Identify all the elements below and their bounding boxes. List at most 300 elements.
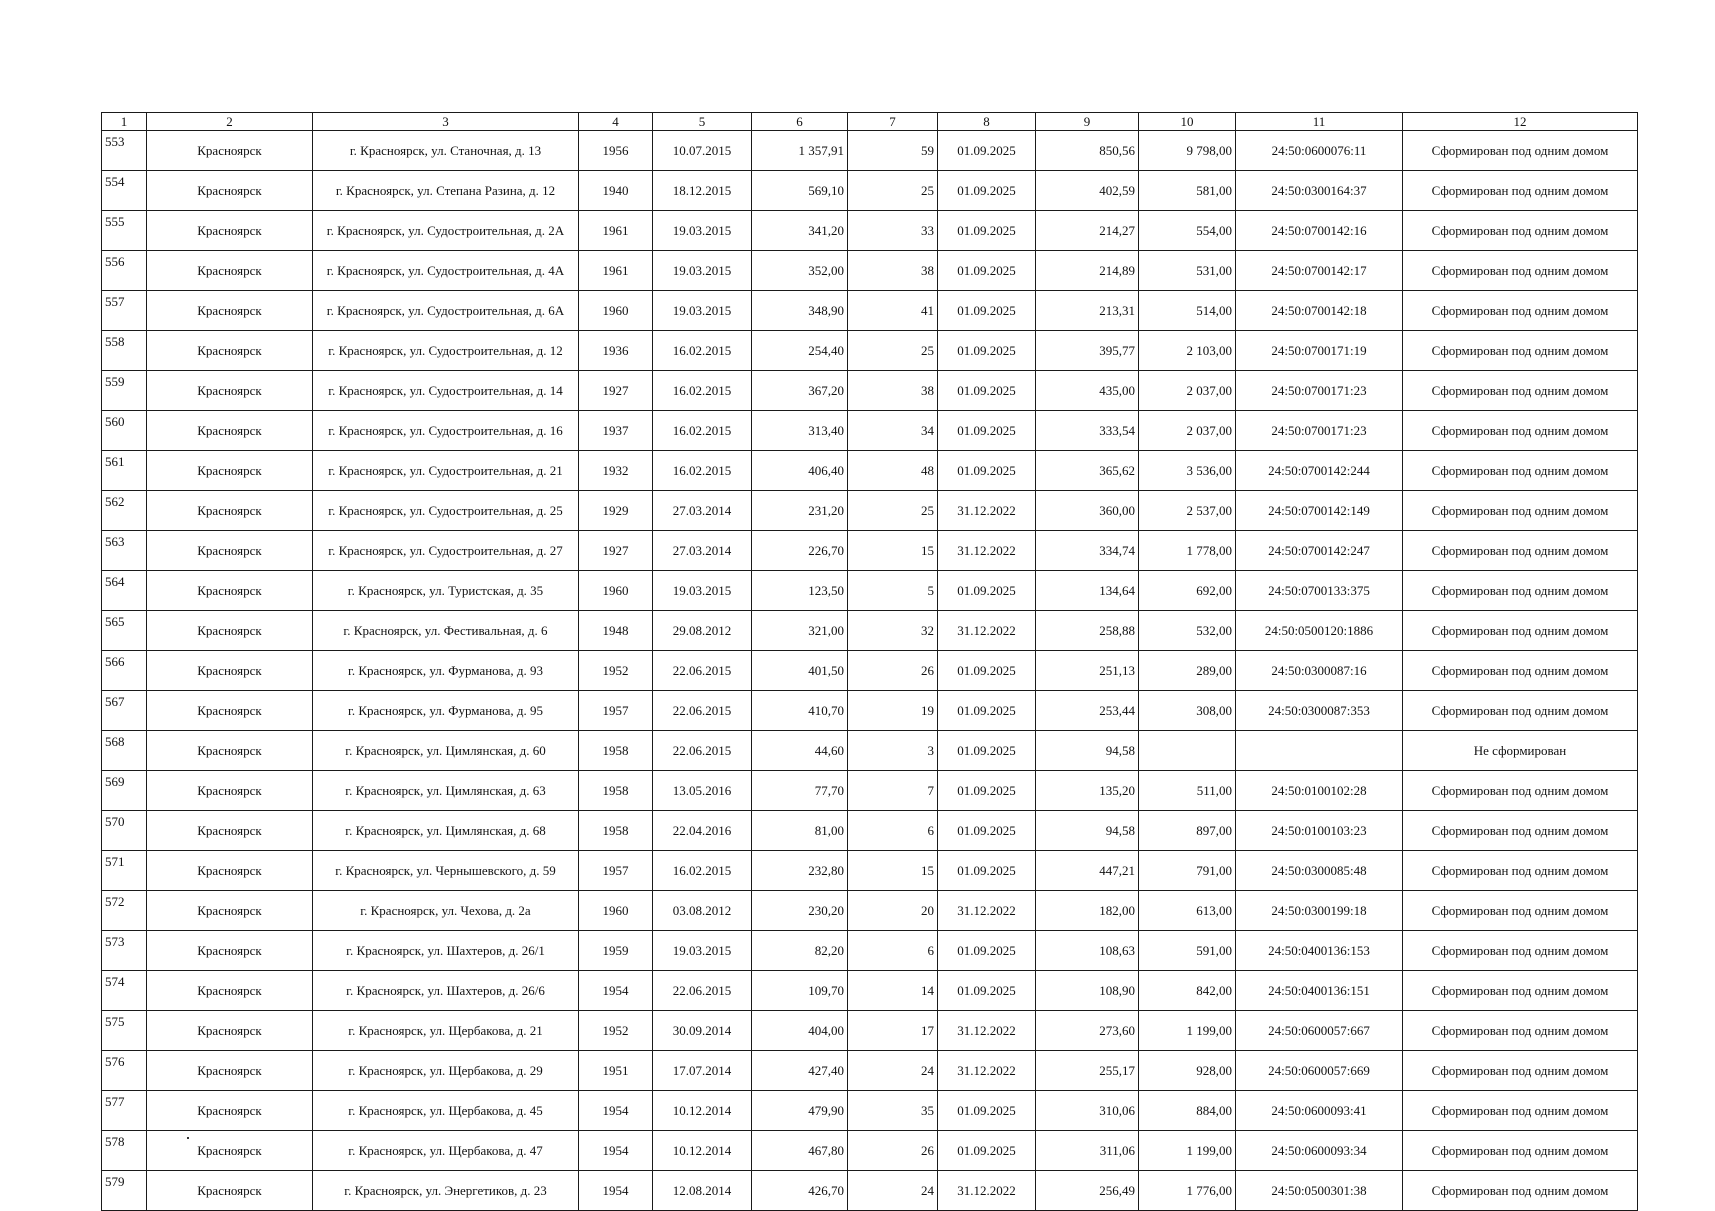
cadastral-number-cell: 24:50:0300087:16: [1236, 651, 1403, 691]
land-area-cell: 2 103,00: [1139, 331, 1236, 371]
cost-cell: 435,00: [1036, 371, 1139, 411]
cost-cell: 213,31: [1036, 291, 1139, 331]
cadastral-number-cell: 24:50:0500120:1886: [1236, 611, 1403, 651]
date-cell: 16.02.2015: [653, 371, 752, 411]
land-area-cell: 2 537,00: [1139, 491, 1236, 531]
address-cell: г. Красноярск, ул. Чернышевского, д. 59: [313, 851, 579, 891]
date-cell: 22.04.2016: [653, 811, 752, 851]
people-cell: 6: [848, 811, 938, 851]
status-cell: Сформирован под одним домом: [1403, 1131, 1638, 1171]
deadline-cell: 01.09.2025: [938, 331, 1036, 371]
city-cell: Красноярск: [147, 491, 313, 531]
area-cell: 427,40: [752, 1051, 848, 1091]
row-number-cell: 570: [102, 811, 147, 851]
year-cell: 1958: [579, 731, 653, 771]
cost-cell: 310,06: [1036, 1091, 1139, 1131]
land-area-cell: 1 199,00: [1139, 1011, 1236, 1051]
status-cell: Сформирован под одним домом: [1403, 291, 1638, 331]
land-area-cell: 1 199,00: [1139, 1131, 1236, 1171]
table-row: [102, 491, 1638, 531]
cadastral-number-cell: 24:50:0600093:34: [1236, 1131, 1403, 1171]
year-cell: 1952: [579, 1011, 653, 1051]
area-cell: 401,50: [752, 651, 848, 691]
table-row: [102, 1131, 1638, 1171]
area-cell: 479,90: [752, 1091, 848, 1131]
date-cell: 12.08.2014: [653, 1171, 752, 1211]
table-row: [102, 571, 1638, 611]
year-cell: 1936: [579, 331, 653, 371]
date-cell: 30.09.2014: [653, 1011, 752, 1051]
land-area-cell: 2 037,00: [1139, 371, 1236, 411]
address-cell: г. Красноярск, ул. Чехова, д. 2а: [313, 891, 579, 931]
date-cell: 27.03.2014: [653, 531, 752, 571]
land-area-cell: 613,00: [1139, 891, 1236, 931]
address-cell: г. Красноярск, ул. Судостроительная, д. 12: [313, 331, 579, 371]
city-cell: Красноярск: [147, 171, 313, 211]
cost-cell: 365,62: [1036, 451, 1139, 491]
cost-cell: 251,13: [1036, 651, 1139, 691]
cadastral-number-cell: 24:50:0500301:38: [1236, 1171, 1403, 1211]
cost-cell: 182,00: [1036, 891, 1139, 931]
cost-cell: 311,06: [1036, 1131, 1139, 1171]
address-cell: г. Красноярск, ул. Фурманова, д. 95: [313, 691, 579, 731]
people-cell: 32: [848, 611, 938, 651]
table-row: [102, 531, 1638, 571]
address-cell: г. Красноярск, ул. Энергетиков, д. 23: [313, 1171, 579, 1211]
year-cell: 1954: [579, 971, 653, 1011]
land-area-cell: 531,00: [1139, 251, 1236, 291]
people-cell: 25: [848, 331, 938, 371]
land-area-cell: 591,00: [1139, 931, 1236, 971]
date-cell: 19.03.2015: [653, 251, 752, 291]
deadline-cell: 01.09.2025: [938, 411, 1036, 451]
table-row: [102, 371, 1638, 411]
scan-speck: [187, 1137, 189, 1139]
cadastral-number-cell: 24:50:0400136:153: [1236, 931, 1403, 971]
status-cell: Сформирован под одним домом: [1403, 491, 1638, 531]
date-cell: 16.02.2015: [653, 851, 752, 891]
column-header: 6: [752, 113, 848, 131]
area-cell: 232,80: [752, 851, 848, 891]
area-cell: 321,00: [752, 611, 848, 651]
status-cell: Сформирован под одним домом: [1403, 691, 1638, 731]
status-cell: Сформирован под одним домом: [1403, 571, 1638, 611]
year-cell: 1927: [579, 371, 653, 411]
city-cell: Красноярск: [147, 811, 313, 851]
area-cell: 226,70: [752, 531, 848, 571]
cadastral-number-cell: 24:50:0400136:151: [1236, 971, 1403, 1011]
city-cell: Красноярск: [147, 531, 313, 571]
people-cell: 3: [848, 731, 938, 771]
people-cell: 26: [848, 1131, 938, 1171]
cadastral-number-cell: 24:50:0100103:23: [1236, 811, 1403, 851]
status-cell: Сформирован под одним домом: [1403, 171, 1638, 211]
date-cell: 19.03.2015: [653, 291, 752, 331]
date-cell: 10.07.2015: [653, 131, 752, 171]
city-cell: Красноярск: [147, 931, 313, 971]
area-cell: 254,40: [752, 331, 848, 371]
year-cell: 1961: [579, 211, 653, 251]
table-body: [102, 131, 1638, 1211]
people-cell: 25: [848, 171, 938, 211]
deadline-cell: 31.12.2022: [938, 1011, 1036, 1051]
deadline-cell: 01.09.2025: [938, 171, 1036, 211]
people-cell: 5: [848, 571, 938, 611]
date-cell: 27.03.2014: [653, 491, 752, 531]
land-area-cell: 3 536,00: [1139, 451, 1236, 491]
deadline-cell: 01.09.2025: [938, 451, 1036, 491]
people-cell: 15: [848, 531, 938, 571]
deadline-cell: 01.09.2025: [938, 211, 1036, 251]
area-cell: 569,10: [752, 171, 848, 211]
land-area-cell: 289,00: [1139, 651, 1236, 691]
cadastral-number-cell: 24:50:0300199:18: [1236, 891, 1403, 931]
column-header: 8: [938, 113, 1036, 131]
date-cell: 13.05.2016: [653, 771, 752, 811]
date-cell: 03.08.2012: [653, 891, 752, 931]
cost-cell: 253,44: [1036, 691, 1139, 731]
area-cell: 467,80: [752, 1131, 848, 1171]
table-row: [102, 811, 1638, 851]
date-cell: 29.08.2012: [653, 611, 752, 651]
area-cell: 82,20: [752, 931, 848, 971]
area-cell: 352,00: [752, 251, 848, 291]
status-cell: Сформирован под одним домом: [1403, 411, 1638, 451]
cost-cell: 108,63: [1036, 931, 1139, 971]
people-cell: 7: [848, 771, 938, 811]
date-cell: 19.03.2015: [653, 931, 752, 971]
date-cell: 10.12.2014: [653, 1091, 752, 1131]
row-number-cell: 556: [102, 251, 147, 291]
deadline-cell: 01.09.2025: [938, 931, 1036, 971]
year-cell: 1937: [579, 411, 653, 451]
date-cell: 22.06.2015: [653, 691, 752, 731]
land-area-cell: 842,00: [1139, 971, 1236, 1011]
column-header: 9: [1036, 113, 1139, 131]
cadastral-number-cell: 24:50:0300087:353: [1236, 691, 1403, 731]
cost-cell: 447,21: [1036, 851, 1139, 891]
land-area-cell: 897,00: [1139, 811, 1236, 851]
land-area-cell: 884,00: [1139, 1091, 1236, 1131]
people-cell: 19: [848, 691, 938, 731]
row-number-cell: 558: [102, 331, 147, 371]
status-cell: Не сформирован: [1403, 731, 1638, 771]
address-cell: г. Красноярск, ул. Фестивальная, д. 6: [313, 611, 579, 651]
status-cell: Сформирован под одним домом: [1403, 771, 1638, 811]
land-area-cell: 791,00: [1139, 851, 1236, 891]
cost-cell: 850,56: [1036, 131, 1139, 171]
people-cell: 38: [848, 251, 938, 291]
area-cell: 109,70: [752, 971, 848, 1011]
table-row: [102, 971, 1638, 1011]
deadline-cell: 31.12.2022: [938, 891, 1036, 931]
row-number-cell: 567: [102, 691, 147, 731]
date-cell: 19.03.2015: [653, 571, 752, 611]
people-cell: 24: [848, 1171, 938, 1211]
year-cell: 1948: [579, 611, 653, 651]
table-row: [102, 291, 1638, 331]
city-cell: Красноярск: [147, 291, 313, 331]
year-cell: 1954: [579, 1131, 653, 1171]
cost-cell: 134,64: [1036, 571, 1139, 611]
table-row: [102, 1171, 1638, 1211]
table-row: [102, 171, 1638, 211]
city-cell: Красноярск: [147, 251, 313, 291]
table-row: [102, 891, 1638, 931]
area-cell: 1 357,91: [752, 131, 848, 171]
row-number-cell: 559: [102, 371, 147, 411]
city-cell: Красноярск: [147, 771, 313, 811]
row-number-cell: 578: [102, 1131, 147, 1171]
cost-cell: 402,59: [1036, 171, 1139, 211]
status-cell: Сформирован под одним домом: [1403, 251, 1638, 291]
date-cell: 16.02.2015: [653, 451, 752, 491]
deadline-cell: 01.09.2025: [938, 771, 1036, 811]
date-cell: 22.06.2015: [653, 651, 752, 691]
status-cell: Сформирован под одним домом: [1403, 451, 1638, 491]
row-number-cell: 554: [102, 171, 147, 211]
cadastral-number-cell: 24:50:0600093:41: [1236, 1091, 1403, 1131]
cadastral-number-cell: 24:50:0600076:11: [1236, 131, 1403, 171]
land-area-cell: 1 776,00: [1139, 1171, 1236, 1211]
city-cell: Красноярск: [147, 331, 313, 371]
address-cell: г. Красноярск, ул. Фурманова, д. 93: [313, 651, 579, 691]
deadline-cell: 01.09.2025: [938, 1091, 1036, 1131]
people-cell: 15: [848, 851, 938, 891]
row-number-cell: 563: [102, 531, 147, 571]
people-cell: 25: [848, 491, 938, 531]
row-number-cell: 564: [102, 571, 147, 611]
table-row: [102, 611, 1638, 651]
table-row: [102, 851, 1638, 891]
address-cell: г. Красноярск, ул. Щербакова, д. 21: [313, 1011, 579, 1051]
row-number-cell: 560: [102, 411, 147, 451]
status-cell: Сформирован под одним домом: [1403, 891, 1638, 931]
status-cell: Сформирован под одним домом: [1403, 651, 1638, 691]
table-row: [102, 331, 1638, 371]
year-cell: 1952: [579, 651, 653, 691]
year-cell: 1940: [579, 171, 653, 211]
deadline-cell: 01.09.2025: [938, 251, 1036, 291]
land-area-cell: [1139, 731, 1236, 771]
people-cell: 48: [848, 451, 938, 491]
deadline-cell: 31.12.2022: [938, 531, 1036, 571]
cost-cell: 94,58: [1036, 731, 1139, 771]
cadastral-number-cell: 24:50:0700171:23: [1236, 411, 1403, 451]
people-cell: 20: [848, 891, 938, 931]
land-area-cell: 514,00: [1139, 291, 1236, 331]
people-cell: 24: [848, 1051, 938, 1091]
year-cell: 1932: [579, 451, 653, 491]
cost-cell: 214,27: [1036, 211, 1139, 251]
column-header: 7: [848, 113, 938, 131]
status-cell: Сформирован под одним домом: [1403, 371, 1638, 411]
city-cell: Красноярск: [147, 571, 313, 611]
cost-cell: 135,20: [1036, 771, 1139, 811]
row-number-cell: 574: [102, 971, 147, 1011]
deadline-cell: 31.12.2022: [938, 1171, 1036, 1211]
area-cell: 230,20: [752, 891, 848, 931]
area-cell: 426,70: [752, 1171, 848, 1211]
cadastral-number-cell: 24:50:0700142:18: [1236, 291, 1403, 331]
area-cell: 404,00: [752, 1011, 848, 1051]
row-number-cell: 573: [102, 931, 147, 971]
deadline-cell: 01.09.2025: [938, 851, 1036, 891]
area-cell: 406,40: [752, 451, 848, 491]
column-header: 4: [579, 113, 653, 131]
column-header: 2: [147, 113, 313, 131]
cadastral-number-cell: [1236, 731, 1403, 771]
deadline-cell: 01.09.2025: [938, 811, 1036, 851]
address-cell: г. Красноярск, ул. Цимлянская, д. 60: [313, 731, 579, 771]
area-cell: 44,60: [752, 731, 848, 771]
status-cell: Сформирован под одним домом: [1403, 531, 1638, 571]
city-cell: Красноярск: [147, 1131, 313, 1171]
cost-cell: 108,90: [1036, 971, 1139, 1011]
status-cell: Сформирован под одним домом: [1403, 971, 1638, 1011]
cost-cell: 255,17: [1036, 1051, 1139, 1091]
cadastral-number-cell: 24:50:0600057:667: [1236, 1011, 1403, 1051]
cost-cell: 360,00: [1036, 491, 1139, 531]
address-cell: г. Красноярск, ул. Шахтеров, д. 26/6: [313, 971, 579, 1011]
table-row: [102, 451, 1638, 491]
column-header: 3: [313, 113, 579, 131]
cost-cell: 258,88: [1036, 611, 1139, 651]
people-cell: 33: [848, 211, 938, 251]
status-cell: Сформирован под одним домом: [1403, 131, 1638, 171]
date-cell: 22.06.2015: [653, 731, 752, 771]
year-cell: 1960: [579, 291, 653, 331]
land-area-cell: 1 778,00: [1139, 531, 1236, 571]
land-area-cell: 511,00: [1139, 771, 1236, 811]
status-cell: Сформирован под одним домом: [1403, 851, 1638, 891]
address-cell: г. Красноярск, ул. Степана Разина, д. 12: [313, 171, 579, 211]
date-cell: 18.12.2015: [653, 171, 752, 211]
table-row: [102, 1091, 1638, 1131]
address-cell: г. Красноярск, ул. Туристская, д. 35: [313, 571, 579, 611]
row-number-cell: 571: [102, 851, 147, 891]
people-cell: 14: [848, 971, 938, 1011]
table-row: [102, 691, 1638, 731]
people-cell: 59: [848, 131, 938, 171]
deadline-cell: 01.09.2025: [938, 371, 1036, 411]
area-cell: 231,20: [752, 491, 848, 531]
people-cell: 17: [848, 1011, 938, 1051]
cadastral-number-cell: 24:50:0700133:375: [1236, 571, 1403, 611]
city-cell: Красноярск: [147, 691, 313, 731]
land-area-cell: 928,00: [1139, 1051, 1236, 1091]
address-cell: г. Красноярск, ул. Цимлянская, д. 63: [313, 771, 579, 811]
address-cell: г. Красноярск, ул. Судостроительная, д. 25: [313, 491, 579, 531]
deadline-cell: 01.09.2025: [938, 291, 1036, 331]
cadastral-number-cell: 24:50:0600057:669: [1236, 1051, 1403, 1091]
deadline-cell: 01.09.2025: [938, 691, 1036, 731]
city-cell: Красноярск: [147, 1011, 313, 1051]
area-cell: 81,00: [752, 811, 848, 851]
address-cell: г. Красноярск, ул. Станочная, д. 13: [313, 131, 579, 171]
deadline-cell: 31.12.2022: [938, 491, 1036, 531]
date-cell: 10.12.2014: [653, 1131, 752, 1171]
cost-cell: 395,77: [1036, 331, 1139, 371]
cadastral-number-cell: 24:50:0700171:19: [1236, 331, 1403, 371]
table-row: [102, 931, 1638, 971]
status-cell: Сформирован под одним домом: [1403, 1091, 1638, 1131]
cadastral-number-cell: 24:50:0100102:28: [1236, 771, 1403, 811]
address-cell: г. Красноярск, ул. Судостроительная, д. 6А: [313, 291, 579, 331]
address-cell: г. Красноярск, ул. Шахтеров, д. 26/1: [313, 931, 579, 971]
row-number-cell: 565: [102, 611, 147, 651]
year-cell: 1960: [579, 891, 653, 931]
cost-cell: 334,74: [1036, 531, 1139, 571]
cost-cell: 273,60: [1036, 1011, 1139, 1051]
city-cell: Красноярск: [147, 1091, 313, 1131]
row-number-cell: 561: [102, 451, 147, 491]
date-cell: 17.07.2014: [653, 1051, 752, 1091]
cadastral-number-cell: 24:50:0700142:17: [1236, 251, 1403, 291]
status-cell: Сформирован под одним домом: [1403, 931, 1638, 971]
area-cell: 77,70: [752, 771, 848, 811]
date-cell: 19.03.2015: [653, 211, 752, 251]
cadastral-number-cell: 24:50:0300085:48: [1236, 851, 1403, 891]
date-cell: 22.06.2015: [653, 971, 752, 1011]
address-cell: г. Красноярск, ул. Цимлянская, д. 68: [313, 811, 579, 851]
address-cell: г. Красноярск, ул. Щербакова, д. 29: [313, 1051, 579, 1091]
row-number-cell: 572: [102, 891, 147, 931]
row-number-cell: 579: [102, 1171, 147, 1211]
people-cell: 38: [848, 371, 938, 411]
status-cell: Сформирован под одним домом: [1403, 811, 1638, 851]
cost-cell: 333,54: [1036, 411, 1139, 451]
area-cell: 123,50: [752, 571, 848, 611]
status-cell: Сформирован под одним домом: [1403, 1051, 1638, 1091]
status-cell: Сформирован под одним домом: [1403, 611, 1638, 651]
row-number-cell: 553: [102, 131, 147, 171]
row-number-cell: 569: [102, 771, 147, 811]
year-cell: 1957: [579, 851, 653, 891]
city-cell: Красноярск: [147, 851, 313, 891]
deadline-cell: 01.09.2025: [938, 1131, 1036, 1171]
column-header: 11: [1236, 113, 1403, 131]
status-cell: Сформирован под одним домом: [1403, 1171, 1638, 1211]
status-cell: Сформирован под одним домом: [1403, 1011, 1638, 1051]
deadline-cell: 01.09.2025: [938, 571, 1036, 611]
land-area-cell: 554,00: [1139, 211, 1236, 251]
header-row: [102, 113, 1638, 131]
people-cell: 41: [848, 291, 938, 331]
year-cell: 1954: [579, 1171, 653, 1211]
table-row: [102, 731, 1638, 771]
city-cell: Красноярск: [147, 451, 313, 491]
year-cell: 1956: [579, 131, 653, 171]
area-cell: 313,40: [752, 411, 848, 451]
address-cell: г. Красноярск, ул. Щербакова, д. 47: [313, 1131, 579, 1171]
year-cell: 1958: [579, 811, 653, 851]
city-cell: Красноярск: [147, 211, 313, 251]
people-cell: 26: [848, 651, 938, 691]
city-cell: Красноярск: [147, 731, 313, 771]
date-cell: 16.02.2015: [653, 411, 752, 451]
land-area-cell: 9 798,00: [1139, 131, 1236, 171]
column-header: 10: [1139, 113, 1236, 131]
city-cell: Красноярск: [147, 971, 313, 1011]
deadline-cell: 01.09.2025: [938, 651, 1036, 691]
area-cell: 410,70: [752, 691, 848, 731]
land-area-cell: 532,00: [1139, 611, 1236, 651]
city-cell: Красноярск: [147, 411, 313, 451]
year-cell: 1929: [579, 491, 653, 531]
address-cell: г. Красноярск, ул. Судостроительная, д. 14: [313, 371, 579, 411]
cost-cell: 256,49: [1036, 1171, 1139, 1211]
